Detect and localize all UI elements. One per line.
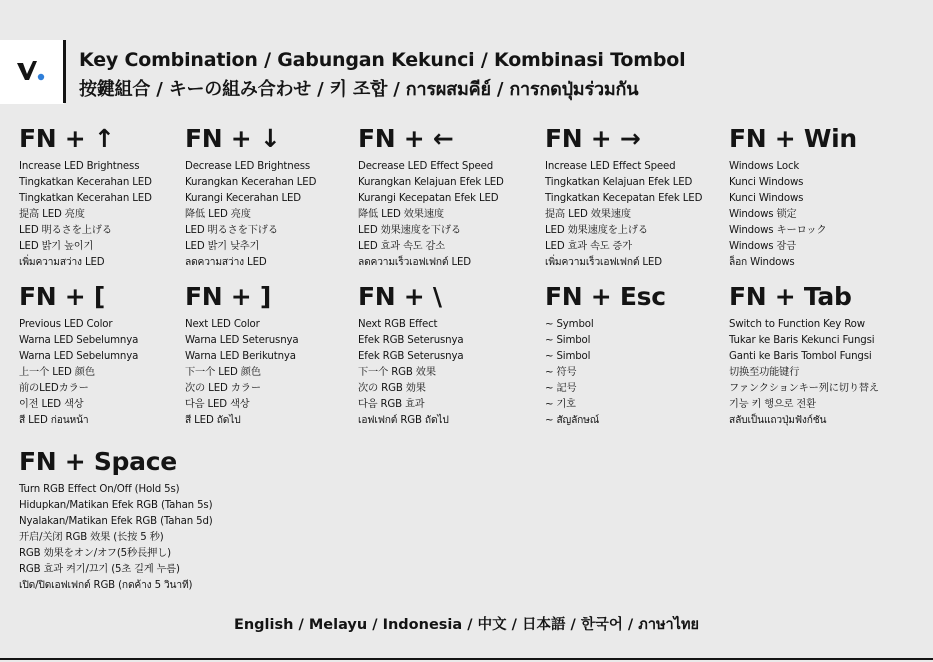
combo-fn-left [358, 124, 504, 271]
combo-desc-line: Kunci Windows [729, 193, 804, 204]
combo-desc-line: ~ Symbol [545, 319, 594, 330]
combo-desc-line: Warna LED Sebelumnya [19, 335, 139, 346]
combo-desc-line: Tingkatkan Kecerahan LED [19, 193, 152, 204]
combo-desc-line: Windows 잠금 [729, 241, 796, 252]
combo-desc-line: 次の LED カラー [185, 383, 261, 394]
combo-desc-line: 上一个 LED 颜色 [19, 367, 95, 378]
combo-key-label: FN + Space [19, 447, 177, 476]
combo-desc-line: 다음 RGB 효과 [358, 399, 425, 410]
combo-desc-line: 提高 LED 效果速度 [545, 209, 631, 220]
combo-desc-line: LED 効果速度を下げる [358, 225, 461, 236]
combo-desc-line: Tukar ke Baris Kekunci Fungsi [729, 335, 875, 346]
combo-desc-line: 기능 키 행으로 전환 [729, 399, 816, 410]
combo-fn-right [545, 124, 702, 271]
combo-key-label: FN + [ [19, 282, 105, 311]
page-title: Key Combination / Gabungan Kekunci / Kombinasi Tombol [79, 49, 686, 71]
brand-logo [0, 40, 64, 104]
combo-desc-line: Kunci Windows [729, 177, 804, 188]
combo-desc-line: ลดความสว่าง LED [185, 257, 267, 268]
combo-desc-line: Kurangkan Kecerahan LED [185, 177, 317, 188]
combo-desc-line: 提高 LED 亮度 [19, 209, 85, 220]
combo-key-label: FN + \ [358, 282, 442, 311]
combo-desc-line: LED 밝기 높이기 [19, 241, 94, 252]
header-divider [63, 40, 66, 103]
combo-desc-line: ~ 기호 [545, 399, 576, 410]
combo-desc-line: Warna LED Berikutnya [185, 351, 296, 362]
combo-desc-line: ~ สัญลักษณ์ [545, 415, 600, 426]
combo-desc-line: 降低 LED 效果速度 [358, 209, 444, 220]
combo-desc-line: สลับเป็นแถวปุ่มฟังก์ชัน [729, 415, 827, 426]
combo-desc-line: Turn RGB Effect On/Off (Hold 5s) [19, 484, 180, 495]
combo-desc-line: ~ 記号 [545, 383, 577, 394]
combo-desc-line: Kurangi Kecerahan LED [185, 193, 301, 204]
combo-desc-line: Windows Lock [729, 161, 800, 172]
combo-desc-line: 次の RGB 効果 [358, 383, 426, 394]
combo-desc-line: ลดความเร็วเอฟเฟกต์ LED [358, 257, 471, 268]
combo-desc-line: Kurangkan Kelajuan Efek LED [358, 177, 504, 188]
combo-desc-line: 前のLEDカラー [19, 383, 89, 394]
combo-desc-line: สี LED ถัดไป [185, 415, 241, 426]
combo-desc-line: ล็อก Windows [729, 257, 795, 268]
combo-fn-left-bracket [19, 282, 138, 429]
combo-fn-space [19, 447, 213, 594]
combo-desc-line: Previous LED Color [19, 319, 113, 330]
combo-desc-line: Increase LED Effect Speed [545, 161, 676, 172]
page-subtitle: 按鍵組合 / キーの組み合わせ / 키 조합 / การผสมคีย์ / การกดปุ่มร่วมกัน [79, 79, 639, 100]
combo-desc-line: Switch to Function Key Row [729, 319, 865, 330]
combo-desc-line: ~ Simbol [545, 335, 591, 346]
combo-desc-line: LED 효과 속도 증가 [545, 241, 632, 252]
combo-fn-up [19, 124, 152, 271]
combo-key-label: FN + ↑ [19, 124, 115, 153]
combo-desc-line: Windows キーロック [729, 225, 827, 236]
combo-desc-line: Kurangi Kecepatan Efek LED [358, 193, 499, 204]
combo-fn-tab [729, 282, 879, 429]
combo-key-label: FN + Esc [545, 282, 666, 311]
combo-desc-line: LED 효과 속도 감소 [358, 241, 445, 252]
combo-key-label: FN + ← [358, 124, 454, 153]
combo-desc-line: 이전 LED 색상 [19, 399, 84, 410]
combo-fn-right-bracket [185, 282, 298, 429]
combo-fn-backslash [358, 282, 463, 429]
combo-desc-line: Windows 锁定 [729, 209, 797, 220]
combo-desc-line: สี LED ก่อนหน้า [19, 415, 89, 426]
combo-key-label: FN + → [545, 124, 641, 153]
combo-desc-line: ~ 符号 [545, 367, 577, 378]
combo-fn-win [729, 124, 857, 271]
combo-fn-down [185, 124, 316, 271]
language-list: English / Melayu / Indonesia / 中文 / 日本語 / 한국어 / ภาษาไทย [233, 617, 700, 633]
combo-desc-line: Ganti ke Baris Tombol Fungsi [729, 351, 872, 362]
combo-desc-line: Decrease LED Brightness [185, 161, 311, 172]
combo-desc-line: LED 明るさを下げる [185, 225, 278, 236]
combo-key-label: FN + Win [729, 124, 857, 153]
combo-desc-line: Efek RGB Seterusnya [358, 351, 464, 362]
combo-desc-line: RGB 効果をオン/オフ(5秒長押し) [19, 548, 171, 559]
combo-fn-esc [545, 282, 666, 429]
combo-desc-line: 切换至功能键行 [729, 367, 800, 378]
combo-desc-line: 降低 LED 亮度 [185, 209, 251, 220]
combo-desc-line: Decrease LED Effect Speed [358, 161, 494, 172]
brand-logo-icon [16, 60, 46, 84]
combo-key-label: FN + ↓ [185, 124, 281, 153]
combo-desc-line: 开启/关闭 RGB 效果 (长按 5 秒) [19, 532, 164, 543]
combo-desc-line: Warna LED Sebelumnya [19, 351, 139, 362]
bottom-divider [0, 658, 933, 660]
combo-desc-line: เพิ่มความสว่าง LED [19, 257, 105, 268]
combo-desc-line: Tingkatkan Kelajuan Efek LED [545, 177, 693, 188]
combo-desc-line: เอฟเฟกต์ RGB ถัดไป [358, 415, 449, 426]
combo-desc-line: ファンクションキー列に切り替え [729, 383, 879, 394]
combo-desc-line: 下一个 LED 颜色 [185, 367, 261, 378]
combo-desc-line: Increase LED Brightness [19, 161, 140, 172]
combo-desc-line: LED 効果速度を上げる [545, 225, 648, 236]
combo-desc-line: RGB 효과 켜기/끄기 (5초 길게 누름) [19, 564, 180, 575]
combo-desc-line: Hidupkan/Matikan Efek RGB (Tahan 5s) [19, 500, 213, 511]
combo-desc-line: Next RGB Effect [358, 319, 438, 330]
combo-desc-line: LED 밝기 낮추기 [185, 241, 260, 252]
combo-desc-line: LED 明るさを上げる [19, 225, 112, 236]
combo-desc-line: เปิด/ปิดเอฟเฟกต์ RGB (กดค้าง 5 วินาที) [19, 580, 193, 591]
combo-desc-line: 下一个 RGB 效果 [358, 367, 436, 378]
combo-key-label: FN + ] [185, 282, 271, 311]
combo-desc-line: Tingkatkan Kecerahan LED [19, 177, 152, 188]
combo-desc-line: Next LED Color [185, 319, 260, 330]
combo-desc-line: ~ Simbol [545, 351, 591, 362]
combo-desc-line: Tingkatkan Kecepatan Efek LED [545, 193, 703, 204]
combo-desc-line: Efek RGB Seterusnya [358, 335, 464, 346]
combo-key-label: FN + Tab [729, 282, 852, 311]
combo-desc-line: Nyalakan/Matikan Efek RGB (Tahan 5d) [19, 516, 213, 527]
combo-desc-line: Warna LED Seterusnya [185, 335, 299, 346]
combo-desc-line: เพิ่มความเร็วเอฟเฟกต์ LED [545, 257, 662, 268]
combo-desc-line: 다음 LED 색상 [185, 399, 250, 410]
